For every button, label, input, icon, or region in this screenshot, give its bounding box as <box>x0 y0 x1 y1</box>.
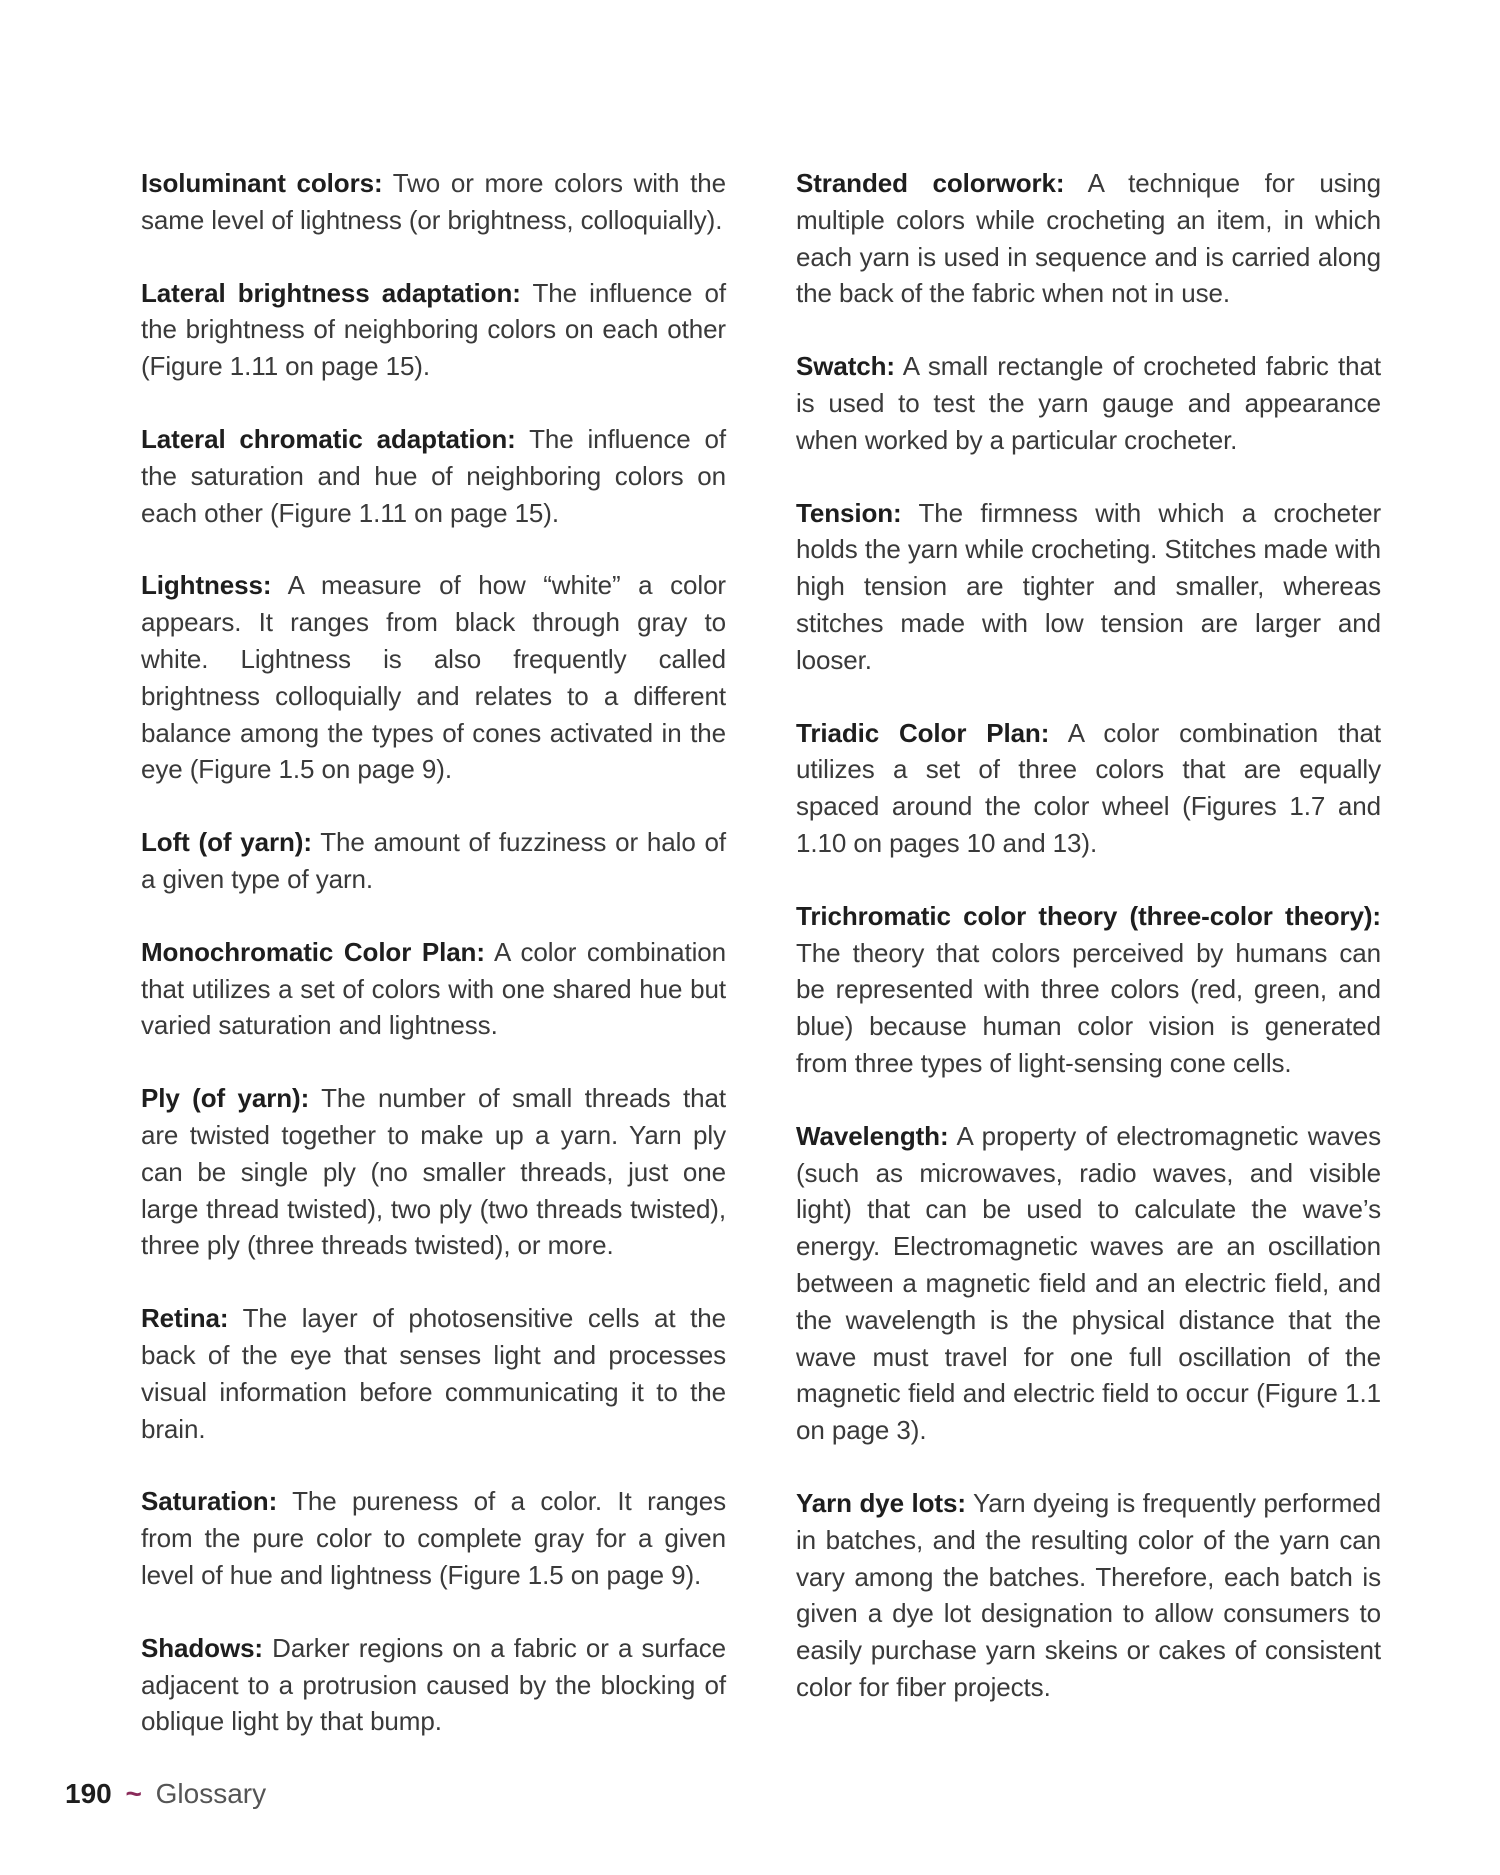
glossary-entry <box>141 275 726 385</box>
glossary-definition: Two or more colors with the same level of lightness (or brightness, colloquially). <box>141 168 726 235</box>
glossary-definition: Darker regions on a fabric or a surface adjacent to a protrusion caused by the blocking of oblique light by that bump. <box>141 1632 726 1737</box>
glossary-term: Shadows: <box>141 1632 263 1663</box>
glossary-column-left <box>141 165 726 1776</box>
glossary-entry <box>141 1483 726 1593</box>
tilde-separator-icon: ~ <box>125 1778 142 1809</box>
glossary-entry <box>796 495 1381 679</box>
glossary-entry <box>796 165 1381 312</box>
glossary-entry <box>796 348 1381 458</box>
glossary-definition: A color combination that utilizes a set of three colors that are equally spaced around the color wheel (Figures 1.7 and 1.10 on pages 10 and 13). <box>796 717 1381 858</box>
glossary-term: Stranded colorwork: <box>796 168 1065 198</box>
glossary-term: Tension: <box>796 497 902 528</box>
glossary-entry <box>796 715 1381 862</box>
glossary-term: Yarn dye lots: <box>796 1487 966 1518</box>
glossary-entry <box>141 567 726 788</box>
glossary-entry <box>141 1630 726 1740</box>
glossary-definition: The influence of the brightness of neighboring colors on each other (Figure 1.11 on page 15). <box>141 277 726 382</box>
glossary-term: Lightness: <box>141 570 272 601</box>
section-name: Glossary <box>155 1778 267 1809</box>
glossary-term: Triadic Color Plan: <box>796 717 1050 748</box>
glossary-definition: The theory that colors perceived by humans can be represented with three colors (red, green, and blue) because human color vision is generated from three types of light-sensing cone cells. <box>796 937 1381 1078</box>
glossary-definition: A color combination that utilizes a set of colors with one shared hue but varied saturation and lightness. <box>141 936 726 1041</box>
glossary-definition: The pureness of a color. It ranges from the pure color to complete gray for a given level of hue and lightness (Figure 1.5 on page 9). <box>141 1486 726 1590</box>
glossary-term: Monochromatic Color Plan: <box>141 936 485 967</box>
glossary-definition: The firmness with which a crocheter holds the yarn while crocheting. Stitches made with high tension are tighter and smaller, whereas stitches made with low tension are larger and looser. <box>796 497 1381 675</box>
glossary-entry <box>141 1300 726 1447</box>
glossary-term: Retina: <box>141 1303 229 1334</box>
glossary-entry <box>141 934 726 1044</box>
glossary-column-right <box>796 165 1381 1742</box>
glossary-definition: The layer of photosensitive cells at the back of the eye that senses light and processes visual information before communicating it to the brain. <box>141 1303 726 1444</box>
glossary-entry <box>796 1118 1381 1449</box>
glossary-term: Swatch: <box>796 351 895 382</box>
glossary-definition: A technique for using multiple colors while crocheting an item, in which each yarn is used in sequence and is carried along the back of the fabric when not in use. <box>796 168 1381 309</box>
glossary-term: Lateral brightness adaptation: <box>141 277 521 308</box>
glossary-definition: A measure of how “white” a color appears. It ranges from black through gray to white. Lightness is also frequently called brightness colloquially and relates to a different balance among the types of cones activated in the eye (Figure 1.5 on page 9). <box>141 570 726 785</box>
glossary-entry <box>796 898 1381 1082</box>
glossary-term: Loft (of yarn): <box>141 827 312 858</box>
glossary-term: Wavelength: <box>796 1120 949 1151</box>
glossary-term: Ply (of yarn): <box>141 1083 310 1114</box>
glossary-entry <box>141 165 726 239</box>
glossary-definition: The number of small threads that are twisted together to make up a yarn. Yarn ply can be single ply (no smaller threads, just one large thread twisted), two ply (two threads twisted), three ply (three threads twisted), or more. <box>141 1083 726 1261</box>
glossary-definition: The influence of the saturation and hue of neighboring colors on each other (Figure 1.11 on page 15). <box>141 423 726 528</box>
glossary-term: Lateral chromatic adaptation: <box>141 423 516 454</box>
glossary-term: Trichromatic color theory (three-color theory): <box>796 900 1381 931</box>
glossary-entry <box>141 824 726 898</box>
glossary-entry <box>141 1080 726 1264</box>
glossary-term: Isoluminant colors: <box>141 168 383 198</box>
page-footer <box>65 1777 266 1811</box>
glossary-entry <box>796 1485 1381 1706</box>
glossary-definition: The amount of fuzziness or halo of a given type of yarn. <box>141 827 726 894</box>
glossary-definition: A small rectangle of crocheted fabric that is used to test the yarn gauge and appearance when worked by a particular crocheter. <box>796 351 1381 455</box>
glossary-entry <box>141 421 726 531</box>
glossary-definition: A property of electromagnetic waves (such as microwaves, radio waves, and visible light) that can be used to calculate the wave’s energy. Electromagnetic waves are an oscillation between a magnetic field and an electric field, and the wavelength is the physical distance that the wave must travel for one full oscillation of the magnetic field and electric field to occur (Figure 1.1 on page 3). <box>796 1120 1381 1446</box>
glossary-definition: Yarn dyeing is frequently performed in batches, and the resulting color of the yarn can vary among the batches. Therefore, each batch is given a dye lot designation to allow consumers to easily purchase yarn skeins or cakes of consistent color for fiber projects. <box>796 1487 1381 1702</box>
page-number: 190 <box>65 1778 112 1809</box>
glossary-term: Saturation: <box>141 1486 278 1517</box>
